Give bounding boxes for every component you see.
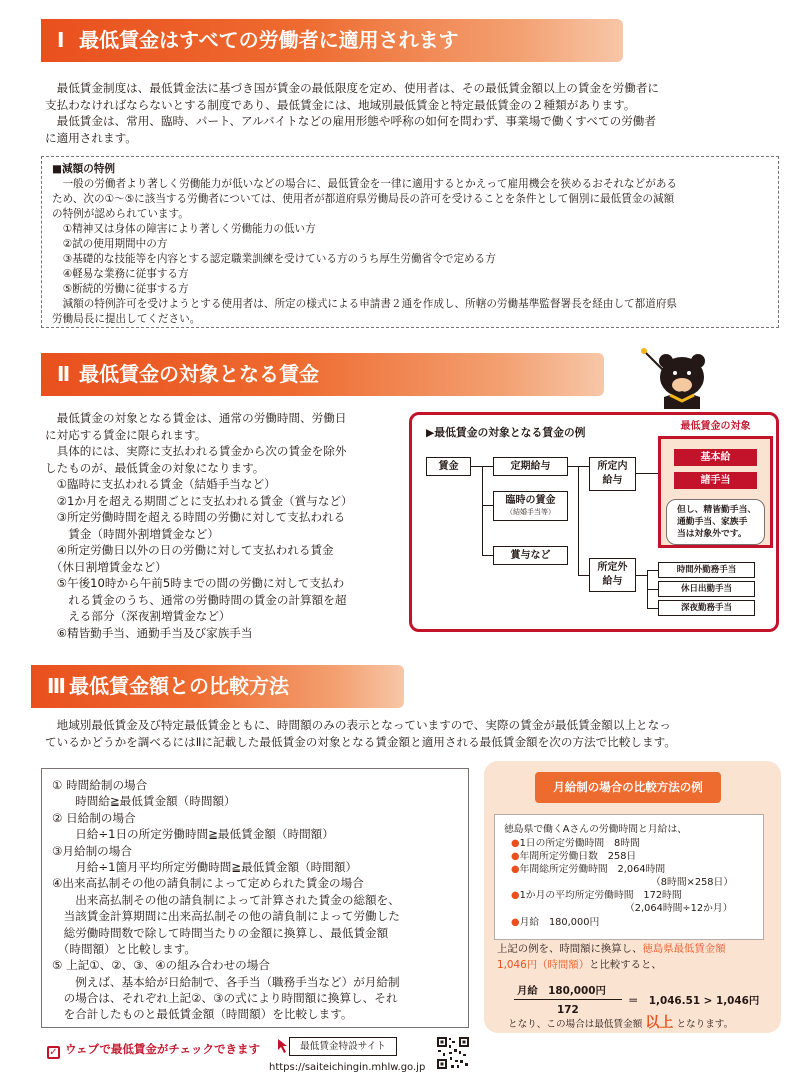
section2-line: ①臨時に支払われる賃金（結婚手当など） — [45, 477, 276, 491]
section1-number: Ⅰ — [57, 28, 65, 52]
section2-line: ⑥精皆勤手当、通勤手当及び家族手当 — [45, 625, 253, 640]
method-line: 時間給≧最低賃金額（時間額） — [52, 794, 236, 809]
method-line: 当該賃金計算期間に出来高払制その他の請負制によって労働した — [52, 909, 400, 924]
section2-body — [45, 410, 353, 641]
section2-line: ③所定労働時間を超える時間の労働に対して支払われる — [45, 510, 346, 524]
exception-line: ③基礎的な技能等を内容とする認定職業訓練を受けている方のうち厚生労働省令で定める方 — [52, 253, 496, 265]
section2-line: ④所定労働日以外の日の労働に対して支払われる賃金 — [45, 543, 334, 557]
scheduled-pay-box — [589, 457, 636, 491]
special-site-button[interactable]: 最低賃金特設サイト — [289, 1037, 397, 1056]
section2-number: Ⅱ — [57, 362, 71, 386]
method-line: ① 時間給制の場合 — [52, 778, 148, 792]
exception-line: ②試の使用期間中の方 — [52, 238, 168, 250]
checkbox-icon: ✓ — [47, 1046, 60, 1059]
method-line: 日給÷1日の所定労働時間≧最低賃金額（時間額） — [52, 827, 334, 842]
section3-line: 地域別最低賃金及び特定最低賃金ともに、時間額のみの表示となっていますので、実際の賃金が最低賃金額以上となっ — [45, 718, 671, 732]
example-item: ●年間総所定労働時間 2,064時間 — [511, 864, 666, 875]
section3-line: ているかどうかを調べるにはⅡに記載した最低賃金の対象となる賃金額と適用される最低賃金額を次の方法で比較します。 — [45, 734, 676, 749]
exception-heading: ■減額の特例 — [52, 163, 115, 175]
example-sub: （2,064時間÷12か月） — [625, 903, 733, 914]
section1-line: 最低賃金制度は、最低賃金法に基づき国が賃金の最低限度を定め、使用者は、その最低賃金額以上の賃金を労働者に — [45, 81, 660, 95]
section1-line: に適用されます。 — [45, 130, 137, 145]
calculation-result: ＝ 1,046.51 > 1,046円 — [628, 995, 760, 1007]
conclusion: となり、この場合は最低賃金額 以上 となります。 — [508, 1015, 734, 1031]
method-line: の場合は、それぞれ上記②、③の式により時間額に換算し、それ — [52, 991, 398, 1006]
section2-line: 賃金（時間外割増賃金など） — [45, 526, 219, 541]
note-line: 通勤手当、家族手 — [677, 517, 748, 527]
exception-line: の特例が認められています。 — [52, 208, 189, 220]
method-line: 例えば、基本給が日給制で、各手当（職務手当など）が月給制 — [52, 974, 400, 989]
example-item: ●1か月の平均所定労働時間 172時間 — [511, 890, 682, 901]
holiday-allowance-box: 休日出勤手当 — [658, 581, 755, 597]
overtime-allowance-box: 時間外勤務手当 — [658, 562, 755, 578]
comparison-methods-box — [41, 768, 469, 1028]
target-label: 最低賃金の対象 — [680, 421, 751, 432]
scheduled-pay-line: 給与 — [602, 475, 623, 486]
conversion-line: 1,046円（時間額）と比較すると、 — [497, 959, 662, 971]
note-line: 但し、精皆勤手当、 — [677, 505, 757, 515]
section1-line: 最低賃金は、常用、臨時、パート、アルバイトなどの雇用形態や呼称の如何を問わず、事業場で働くすべての労働者 — [45, 114, 656, 128]
example-item: ●月給 180,000円 — [511, 917, 600, 928]
exception-line: 減額の特例許可を受けようとする使用者は、所定の様式による申請書２通を作成し、所轄の労働基準監督署長を経由して都道府県 — [52, 298, 678, 310]
temporary-wage-box — [493, 491, 568, 521]
section2-line: える部分（深夜割増賃金など） — [45, 609, 231, 623]
exception-line: ⑤断続的労働に従事する方 — [52, 283, 189, 295]
reduction-exception-box — [41, 156, 779, 328]
exception-line: ため、次の①～⑤に該当する労働者については、使用者が都道府県労働局長の許可を受けることを条件として個別に最低賃金の減額 — [52, 193, 675, 205]
section2-line: に対応する賃金に限られます。 — [45, 427, 207, 442]
fraction-numerator: 月給 180,000円 — [517, 985, 606, 997]
section3-title: 最低賃金額との比較方法 — [69, 674, 289, 698]
exclusion-note — [666, 499, 765, 545]
section2-line: 最低賃金の対象となる賃金は、通常の労働時間、労働日 — [45, 411, 347, 425]
section2-line: 具体的には、実際に支払われる賃金から次の賃金を除外 — [45, 444, 347, 458]
bonus-box: 賞与など — [493, 546, 568, 565]
web-check-label: ウェブで最低賃金がチェックできます — [65, 1042, 261, 1056]
section1-line: 支払わなければならないとする制度であり、最低賃金には、地域別最低賃金と特定最低賃金の２種類があります。 — [45, 97, 636, 112]
fraction-denominator: 172 — [557, 1004, 579, 1016]
night-allowance-box: 深夜勤務手当 — [658, 600, 755, 616]
scheduled-pay-line: 所定内 — [597, 461, 628, 472]
section3-body — [45, 717, 676, 750]
note-line: 当は対象外です。 — [677, 529, 747, 539]
method-line: を合計したものと最低賃金額（時間額）を比較します。 — [52, 1007, 353, 1022]
section2-line: ⑤午後10時から午前5時までの間の労働に対して支払わ — [45, 576, 345, 590]
method-line: ② 日給制の場合 — [52, 810, 136, 825]
example-item: ●年間所定労働日数 258日 — [511, 851, 637, 862]
method-line: 出来高払制その他の請負制によって計算された賃金の総額を、 — [52, 892, 400, 907]
wage-diagram — [409, 412, 779, 632]
base-pay-box: 基本給 — [674, 449, 757, 466]
method-line: 月給÷1箇月平均所定労働時間≧最低賃金額（時間額） — [52, 859, 358, 874]
method-line: ⑤ 上記①、②、③、④の組み合わせの場合 — [52, 958, 270, 973]
pointer-icon — [276, 1039, 288, 1055]
fraction-bar — [514, 999, 622, 1000]
monthly-example-panel — [484, 761, 781, 1033]
overtime-pay-line: 給与 — [602, 576, 623, 587]
example-detail-box — [494, 814, 764, 940]
section2-header — [41, 353, 604, 396]
method-line: ④出来高払制その他の請負制によって定められた賃金の場合 — [52, 876, 364, 891]
qr-code-icon — [436, 1036, 470, 1070]
exception-line: 一般の労働者より著しく労働能力が低いなどの場合に、最低賃金を一律に適用するとかえって雇用機会を狭めるおそれなどがある — [52, 178, 678, 190]
overtime-pay-line: 所定外 — [597, 562, 628, 573]
example-title: 月給制の場合の比較方法の例 — [535, 772, 721, 803]
method-line: ③月給制の場合 — [52, 843, 132, 858]
temporary-wage-label: 臨時の賃金 — [505, 495, 556, 506]
allowances-box: 諸手当 — [674, 472, 757, 489]
section1-title: 最低賃金はすべての労働者に適用されます — [79, 28, 459, 52]
regular-pay-box: 定期給与 — [493, 457, 568, 476]
section2-line: （休日割増賃金など） — [45, 559, 167, 574]
diagram-title: ▶最低賃金の対象となる賃金の例 — [426, 426, 586, 439]
section3-number: Ⅲ — [47, 674, 66, 698]
exception-line: ④軽易な業務に従事する方 — [52, 268, 189, 280]
exception-line: ①精神又は身体の障害により著しく労働能力の低い方 — [52, 223, 316, 235]
section1-header — [41, 19, 623, 62]
exception-line: 労働局長に提出してください。 — [52, 313, 201, 325]
site-url[interactable]: https://saiteichingin.mhlw.go.jp — [269, 1062, 426, 1073]
web-check-link[interactable] — [47, 1041, 260, 1059]
example-sub: （8時間×258日） — [651, 877, 734, 888]
wage-box: 賃金 — [426, 457, 471, 476]
temporary-wage-sub: （結婚手当等） — [506, 508, 555, 516]
method-line: 総労働時間数で除して時間当たりの金額に換算し、最低賃金額 — [52, 925, 389, 940]
section2-line: れる賃金のうち、通常の労働時間の賃金の計算額を超 — [45, 592, 347, 607]
section2-title: 最低賃金の対象となる賃金 — [79, 362, 319, 386]
example-item: ●1日の所定労働時間 8時間 — [511, 838, 640, 849]
overtime-pay-box — [589, 558, 636, 592]
minimum-wage-target-box — [658, 421, 773, 548]
section2-line: したものが、最低賃金の対象になります。 — [45, 460, 265, 475]
bear-mascot-icon — [640, 347, 710, 409]
section1-body — [45, 80, 659, 146]
conversion-line: 上記の例を、時間額に換算し、徳島県最低賃金額 — [497, 943, 726, 955]
example-intro: 徳島県で働くAさんの労働時間と月給は、 — [504, 824, 688, 835]
method-line: （時間額）と比較します。 — [52, 941, 196, 956]
section3-header — [31, 665, 404, 708]
section2-line: ②1か月を超える期間ごとに支払われる賃金（賞与など） — [45, 493, 353, 508]
